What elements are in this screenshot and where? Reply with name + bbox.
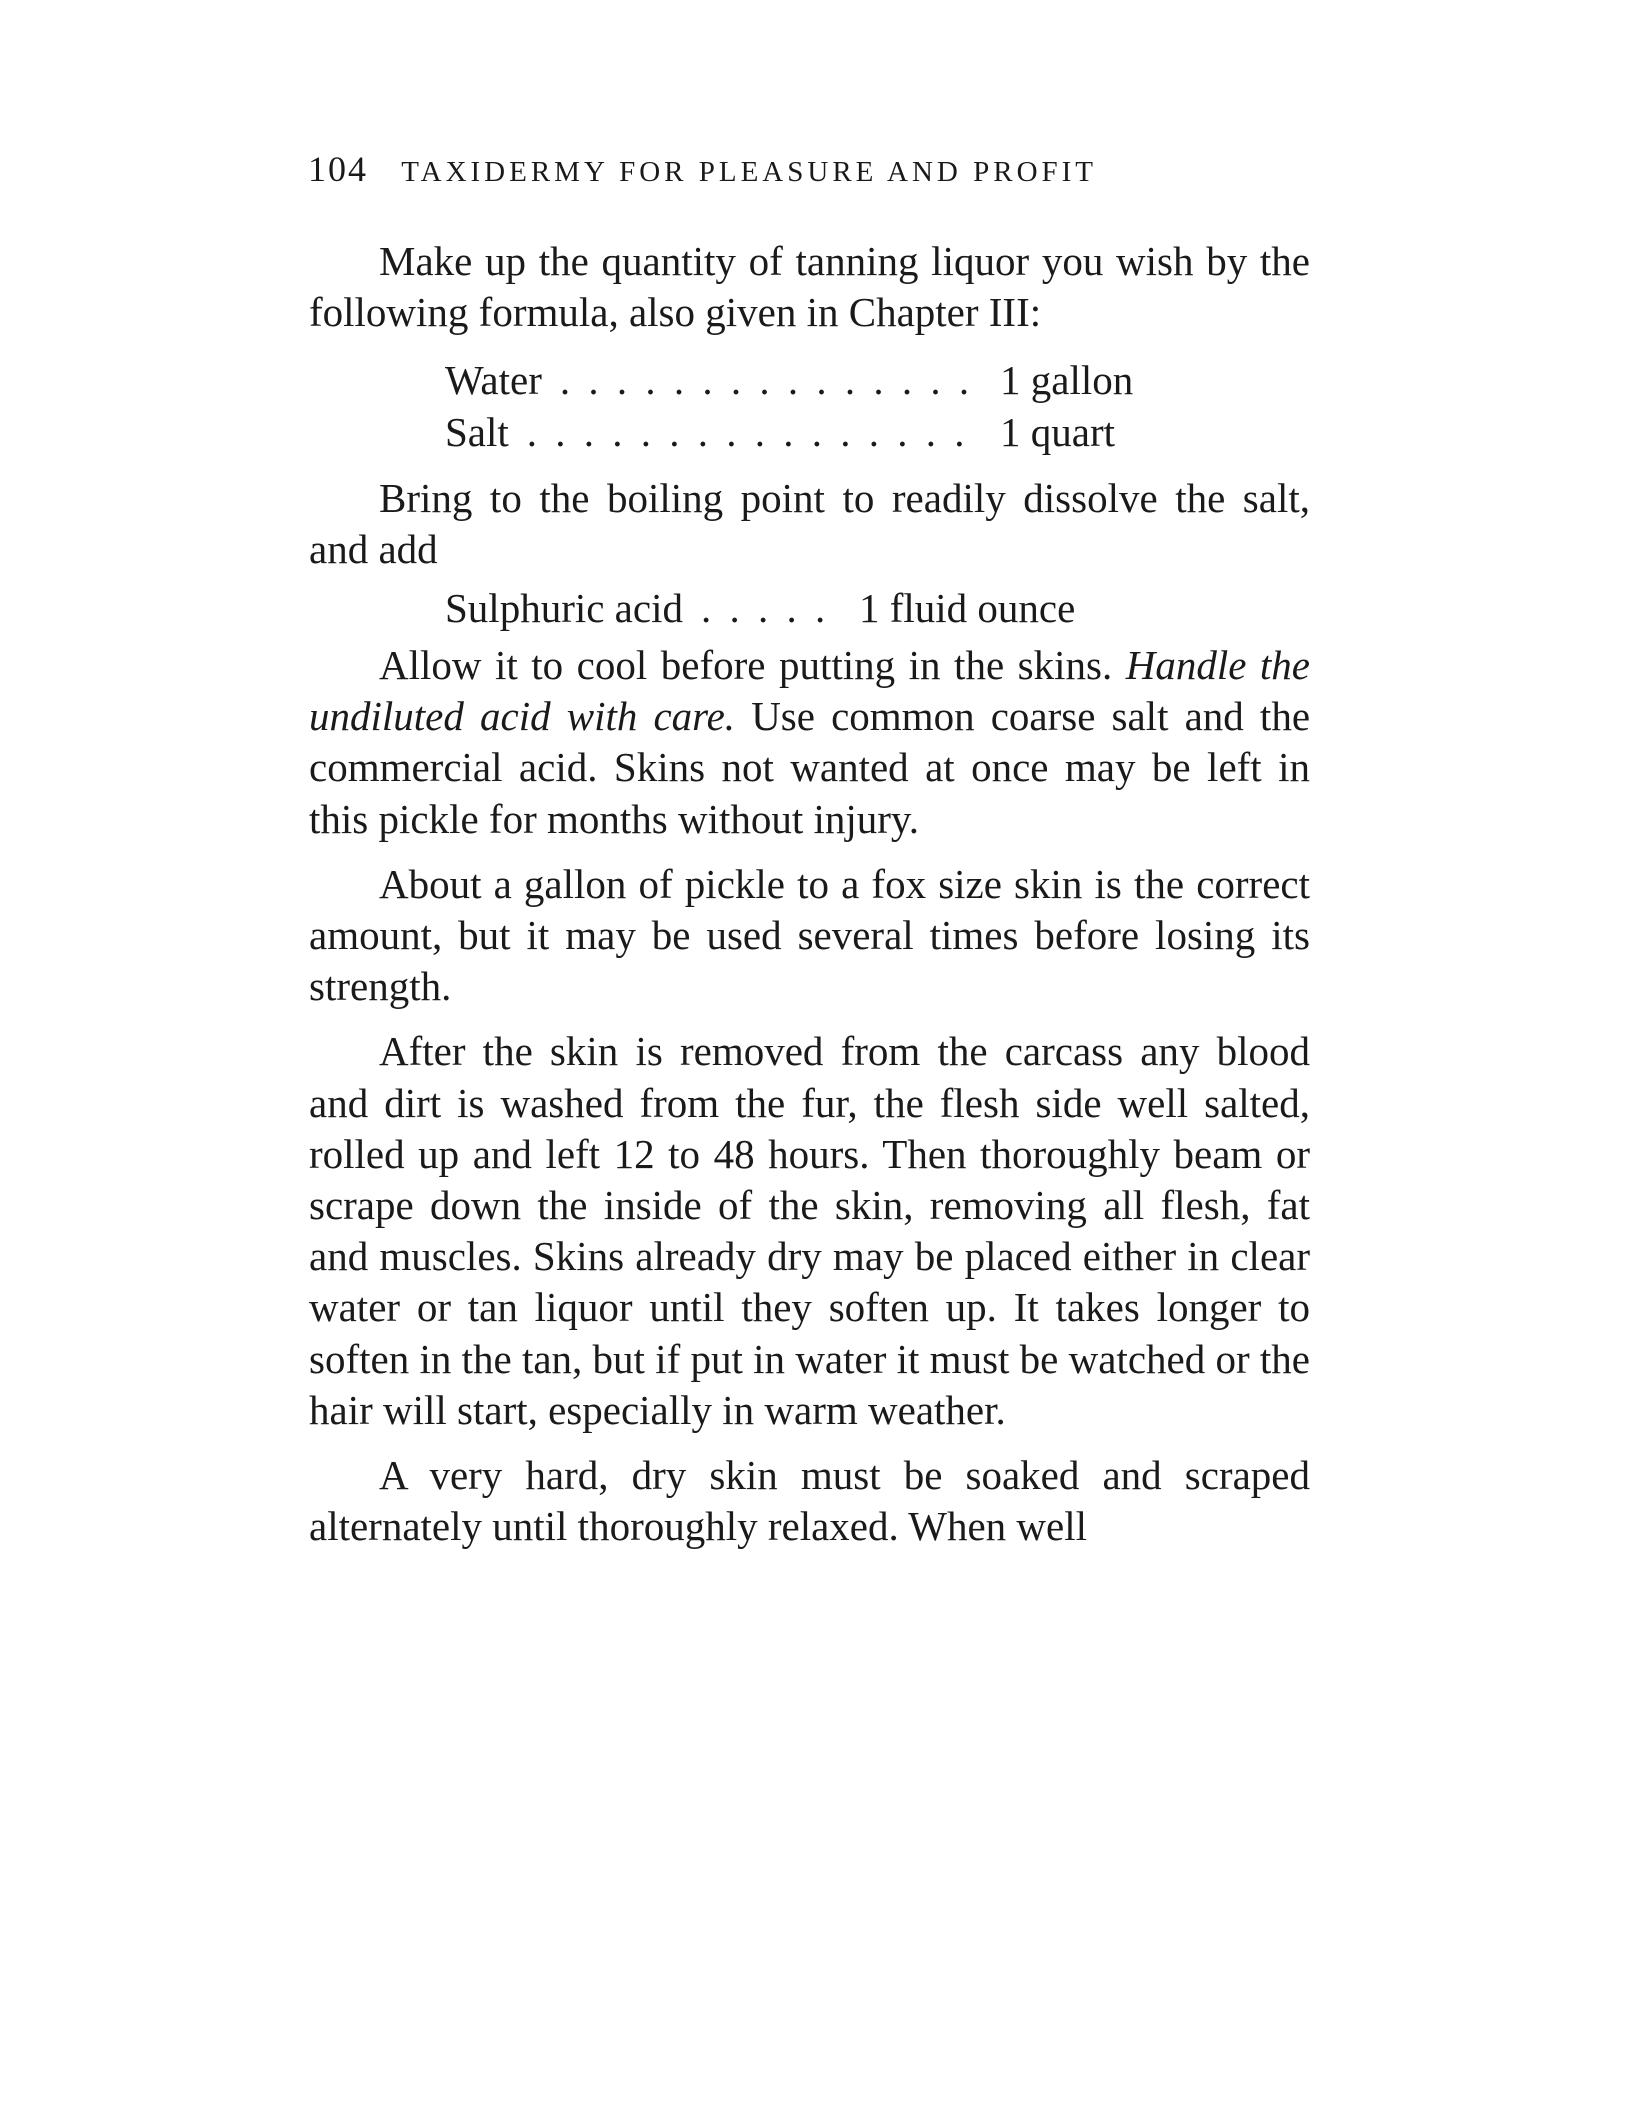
formula-row [445,406,1165,458]
paragraph-gallon: About a gallon of pickle to a fox size skin is the correct amount, but it may be used several times before losing its strength. [309,860,1310,1010]
formula-ingredient: Water [445,357,542,403]
leader-dots [701,582,841,634]
paragraph-cool [309,640,1310,845]
intro-paragraph: Make up the quantity of tanning liquor you wish by the following formula, also given in Chapter III: [309,238,1310,336]
leader-dots [560,354,982,406]
paragraph-skin: After the skin is removed from the carcass any blood and dirt is washed from the fur, the flesh side well salted, rolled up and left 12 to 48 hours. Then thoroughly beam or scrape down the inside of the skin, removing all flesh, fat and muscles. Skins already dry may be placed either in clear water or tan liquor until they soften up. It takes longer to soften in the tan, but if put in water it must be watched or the hair will start, especially in warm weather. [309,1028,1310,1433]
acid-warning: Handle the undiluted acid with care. [309,642,1311,740]
page-header [308,148,1097,190]
formula-ingredient: Salt [445,409,509,455]
body-text [309,640,1310,1566]
leader-dots [527,406,982,458]
formula-ingredient: Sulphuric acid [445,585,683,631]
boil-paragraph: Bring to the boiling point to readily dissolve the salt, and add [309,475,1310,573]
formula-amount: 1 quart [1000,409,1115,455]
running-title: TAXIDERMY FOR PLEASURE AND PROFIT [401,156,1098,188]
formula-row [445,582,1165,634]
formula-two [445,582,1165,634]
formula-row [445,354,1165,406]
boil-block [309,473,1310,583]
formula-amount: 1 fluid ounce [858,585,1076,631]
formula-amount: 1 gallon [1000,357,1134,403]
cool-lead: Allow it to cool before putting in the skins. [379,642,1113,688]
formula-one [445,354,1165,458]
page-number: 104 [308,149,368,189]
intro-block [309,236,1310,346]
cool-rest: Use common coarse salt and the commercial acid. Skins not wanted at once may be left in this pickle for months without injury. [309,693,1311,842]
paragraph-hard: A very hard, dry skin must be soaked and scraped alternately until thoroughly relaxed. When well [309,1452,1310,1550]
